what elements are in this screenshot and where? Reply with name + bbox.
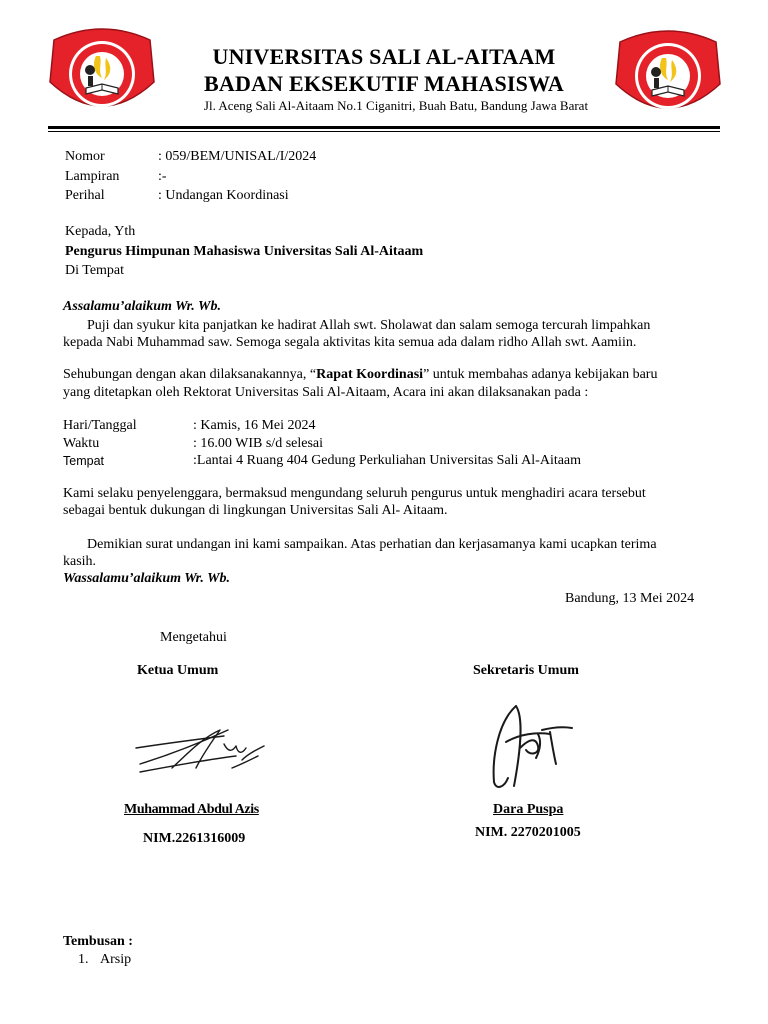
recipient-greeting: Kepada, Yth: [65, 224, 136, 239]
mengetahui-label: Mengetahui: [160, 630, 227, 645]
tembusan-item-text: Arsip: [100, 952, 132, 967]
tembusan-item-number: 1.: [78, 952, 89, 967]
opening-salam: Assalamu’alaikum Wr. Wb.: [63, 299, 221, 314]
recipient-place: Di Tempat: [65, 263, 125, 278]
paragraph-2-line-1: [63, 368, 657, 382]
closing-salam: Wassalamu’alaikum Wr. Wb.: [63, 571, 231, 586]
lampiran-value: :-: [158, 169, 167, 184]
hari-label: Hari/Tanggal: [63, 418, 137, 433]
tempat-value: :Lantai 4 Ruang 404 Gedung Perkuliahan Universitas Sali Al-Aitaam: [193, 453, 582, 468]
left-signatory-nim: NIM.2261316009: [143, 831, 246, 846]
place-date: Bandung, 13 Mei 2024: [565, 591, 695, 606]
paragraph-4-line-2: kasih.: [63, 554, 97, 569]
left-signature-image: [132, 724, 272, 785]
paragraph-2-post: ” untuk membahas adanya kebijakan baru: [423, 367, 658, 382]
perihal-value: : Undangan Koordinasi: [158, 188, 289, 203]
university-title: UNIVERSITAS SALI AL-AITAAM: [212, 44, 556, 69]
letterhead-divider-thin: [48, 131, 720, 132]
tembusan-label: Tembusan :: [63, 934, 133, 949]
tempat-label: Tempat: [63, 454, 104, 468]
nomor-label: Nomor: [65, 149, 105, 164]
event-name: Rapat Koordinasi: [316, 367, 424, 382]
nomor-value: : 059/BEM/UNISAL/I/2024: [158, 149, 317, 164]
left-signatory-name: Muhammad Abdul Azis: [124, 802, 259, 817]
right-signatory-name: Dara Puspa: [493, 802, 564, 817]
paragraph-2-pre: Sehubungan dengan akan dilaksanakannya, “: [63, 367, 317, 382]
right-signatory-title: Sekretaris Umum: [473, 663, 579, 678]
waktu-value: : 16.00 WIB s/d selesai: [193, 436, 324, 451]
letterhead-address: Jl. Aceng Sali Al-Aitaam No.1 Ciganitri, Buah Batu, Bandung Jawa Barat: [203, 98, 589, 113]
paragraph-4-line-1: Demikian surat undangan ini kami sampaikan. Atas perhatian dan kerjasamanya kami ucapkan terima: [87, 537, 657, 552]
hari-value: : Kamis, 16 Mei 2024: [193, 418, 316, 433]
lampiran-label: Lampiran: [65, 169, 120, 184]
left-signatory-title: Ketua Umum: [137, 663, 219, 678]
right-signature-image: [480, 698, 580, 799]
paragraph-1-line-1: Puji dan syukur kita panjatkan ke hadirat Allah swt. Sholawat dan salam semoga tercurah limpahkan: [87, 318, 651, 333]
paragraph-3-line-2: sebagai bentuk dukungan di lingkungan Universitas Sali Al- Aitaam.: [63, 503, 448, 518]
paragraph-1-line-2: kepada Nabi Muhammad saw. Semoga segala aktivitas kita semua ada dalam ridho Allah swt. Aamiin.: [63, 335, 637, 350]
recipient-name: Pengurus Himpunan Mahasiswa Universitas Sali Al-Aitaam: [65, 244, 424, 259]
letterhead-divider-thick: [48, 126, 720, 129]
paragraph-3-line-1: Kami selaku penyelenggara, bermaksud mengundang seluruh pengurus untuk menghadiri acara tersebut: [63, 486, 646, 501]
right-signatory-nim: NIM. 2270201005: [475, 825, 581, 840]
organization-title: BADAN EKSEKUTIF MAHASISWA: [204, 71, 564, 96]
perihal-label: Perihal: [65, 188, 105, 203]
paragraph-2-line-2: yang ditetapkan oleh Rektorat Universitas Sali Al-Aitaam, Acara ini akan dilaksanakan pada :: [63, 385, 589, 400]
waktu-label: Waktu: [63, 436, 100, 451]
